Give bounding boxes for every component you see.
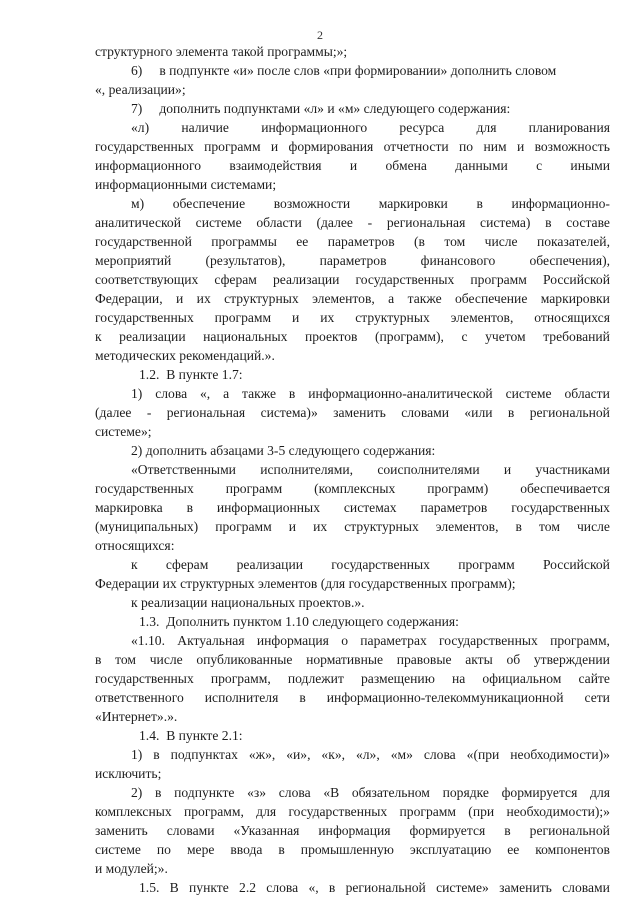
word: и	[503, 462, 512, 477]
word: требований	[543, 329, 610, 344]
word: нормативные	[306, 652, 384, 667]
word: и	[516, 139, 525, 154]
word: числе	[484, 234, 518, 249]
word: словами	[401, 405, 449, 420]
word: слова	[266, 880, 299, 895]
word: эксплуатацию	[409, 842, 492, 857]
word: слова	[423, 747, 456, 762]
word: взаимодействия	[229, 158, 322, 173]
word: (при	[468, 804, 495, 819]
word: сети	[584, 690, 610, 705]
text-line	[95, 840, 610, 859]
text-line	[95, 251, 610, 270]
word: программ	[204, 139, 261, 154]
word: система)»	[260, 405, 318, 420]
word: на	[451, 671, 466, 686]
word: также	[407, 291, 442, 306]
word: программ,	[183, 804, 244, 819]
word: аналитической	[95, 215, 181, 230]
word: структурных	[344, 519, 419, 534]
word: региональная	[166, 405, 246, 420]
word: информационного	[261, 120, 368, 135]
text-line	[131, 118, 610, 137]
word: информационно-телекоммуникационной	[326, 690, 564, 705]
text-line	[131, 384, 610, 403]
word: сайте	[578, 671, 610, 686]
text-line	[95, 688, 610, 707]
word: соответствующих	[95, 272, 199, 287]
word: (в	[414, 234, 425, 249]
word: информация	[256, 633, 329, 648]
word: в	[153, 747, 160, 762]
word: слова	[155, 386, 188, 401]
word: В	[169, 880, 179, 895]
text-line: и модулей;».	[95, 861, 168, 876]
word: государственных	[288, 804, 388, 819]
word: программы	[211, 234, 277, 249]
word: в	[476, 196, 483, 211]
word: ответственного	[95, 690, 184, 705]
word: словами	[166, 823, 215, 838]
text-line	[95, 308, 610, 327]
word: в	[186, 500, 193, 515]
word: и	[288, 519, 297, 534]
word: в	[278, 842, 285, 857]
word: информационных	[216, 500, 320, 515]
word: региональной	[529, 405, 610, 420]
word: «м»	[390, 747, 413, 762]
word: в	[288, 386, 296, 401]
word: заменить	[499, 880, 552, 895]
word: ее	[507, 842, 520, 857]
word: сферам	[165, 557, 209, 572]
word: «,	[200, 386, 211, 401]
word: информационно-аналитической	[308, 386, 493, 401]
word: в	[328, 880, 336, 895]
text-line	[95, 517, 610, 536]
word: официальном	[482, 671, 562, 686]
word: и	[270, 139, 279, 154]
word: параметрах	[360, 633, 427, 648]
text-line: Федерации их структурных элементов (для государственных программ);	[95, 576, 516, 591]
word: «Указанная	[233, 823, 300, 838]
word: обмена	[385, 158, 427, 173]
word: об	[506, 652, 521, 667]
word: 2.2	[239, 880, 257, 895]
word: заменить	[95, 823, 148, 838]
text-line	[95, 137, 610, 156]
word: к	[131, 557, 138, 572]
word: реализации	[236, 557, 303, 572]
word: Российской	[543, 272, 610, 287]
word: 1)	[131, 747, 143, 762]
word: «1.10.	[131, 633, 165, 648]
word: «ж»,	[248, 747, 276, 762]
word: государственных	[95, 481, 194, 496]
word: «з»	[247, 785, 267, 800]
word: системе	[505, 386, 552, 401]
word: -	[146, 405, 152, 420]
word: том	[539, 519, 560, 534]
word: наличие	[181, 120, 229, 135]
word: в	[504, 823, 511, 838]
word: обеспечивается	[520, 481, 610, 496]
word: программ	[399, 804, 456, 819]
word: реализации	[119, 329, 186, 344]
word: региональная	[386, 215, 466, 230]
word: программ,	[550, 633, 610, 648]
text-line	[131, 194, 610, 213]
word: системе	[195, 215, 242, 230]
word: «В	[323, 785, 340, 800]
word: порядке	[442, 785, 489, 800]
word: элементов,	[450, 310, 514, 325]
word: (программ),	[375, 329, 444, 344]
word: региональной	[529, 823, 610, 838]
word: подлежит	[287, 671, 344, 686]
text-line	[131, 460, 610, 479]
word: обеспечение	[455, 291, 528, 306]
word: системе	[95, 842, 141, 857]
word: а	[223, 386, 230, 401]
word: правовые	[396, 652, 452, 667]
word: по	[459, 139, 474, 154]
text-line: 6) в подпункте «и» после слов «при формировании» дополнить словом	[131, 63, 557, 78]
word: системах	[343, 500, 397, 515]
word: области	[564, 386, 610, 401]
word: и	[176, 291, 184, 306]
text-line: системе»;	[95, 424, 152, 439]
text-line	[95, 802, 610, 821]
word: элементов,	[435, 519, 499, 534]
text-line	[95, 232, 610, 251]
word: программ	[215, 519, 272, 534]
word: в	[95, 652, 102, 667]
word: программ	[225, 481, 283, 496]
text-line	[95, 821, 610, 840]
text-line	[131, 783, 610, 802]
word: реализации	[273, 272, 340, 287]
text-line	[95, 669, 610, 688]
word: заменить	[333, 405, 386, 420]
word: относящихся	[534, 310, 610, 325]
word: в	[515, 519, 522, 534]
word: мероприятий	[95, 253, 172, 268]
word: утверждении	[533, 652, 610, 667]
word: отчетности	[383, 139, 449, 154]
text-line	[131, 555, 610, 574]
word: система)	[480, 215, 531, 230]
word: ее	[296, 234, 309, 249]
word: промышленную	[300, 842, 394, 857]
word: (комплексных	[314, 481, 396, 496]
word: формируется	[501, 785, 578, 800]
word: -	[367, 215, 373, 230]
word: (муниципальных)	[95, 519, 199, 534]
word: области	[256, 215, 302, 230]
word: программ	[470, 272, 527, 287]
text-line: исключить;	[95, 766, 162, 781]
text-line: 1.4. В пункте 2.1:	[139, 728, 243, 743]
word: о	[341, 633, 348, 648]
word: исполнителями,	[260, 462, 354, 477]
word: м)	[131, 196, 145, 211]
word: обеспечение	[172, 196, 246, 211]
word: программ	[214, 310, 272, 325]
text-line: относящихся:	[95, 538, 175, 553]
word: формируется	[409, 823, 486, 838]
word: опубликованные	[196, 652, 293, 667]
word: государственных	[95, 310, 194, 325]
word: их	[320, 310, 335, 325]
word: маркировка	[95, 500, 163, 515]
word: сферам	[214, 272, 257, 287]
text-line: структурного элемента такой программы;»;	[95, 44, 348, 59]
text-line: к реализации национальных проектов.».	[131, 595, 365, 610]
word: для	[256, 804, 277, 819]
word: информационно-	[511, 196, 610, 211]
word: данными	[455, 158, 508, 173]
word: параметров	[327, 234, 395, 249]
text-line	[95, 403, 610, 422]
text-line	[95, 289, 610, 308]
word: в	[299, 690, 306, 705]
word: пункте	[189, 880, 229, 895]
page-number: 2	[317, 28, 323, 42]
word: программ)	[427, 481, 489, 496]
text-line: методических рекомендаций.».	[95, 348, 275, 363]
text-line: информационными системами;	[95, 177, 277, 192]
text-line	[95, 327, 610, 346]
word: их	[196, 291, 211, 306]
word: числе	[576, 519, 610, 534]
word: государственных	[95, 139, 194, 154]
text-line: 2) дополнить абзацами 3-5 следующего содержания:	[131, 443, 436, 458]
word: том	[444, 234, 466, 249]
word: государственных	[331, 557, 430, 572]
word: их	[313, 519, 328, 534]
text-line: 7) дополнить подпунктами «л» и «м» следующего содержания:	[131, 101, 511, 116]
word: региональной	[345, 880, 426, 895]
word: «к»,	[321, 747, 346, 762]
word: информационного	[95, 158, 202, 173]
word: числе	[149, 652, 183, 667]
word: (далее	[95, 405, 132, 420]
word: 1.5.	[139, 880, 160, 895]
word: слова	[278, 785, 311, 800]
word: государственных	[439, 633, 538, 648]
word: проектов	[304, 329, 358, 344]
word: размещению	[361, 671, 435, 686]
word: ним	[483, 139, 507, 154]
word: составе	[566, 215, 610, 230]
word: соисполнителями	[377, 462, 480, 477]
word: Федерации,	[95, 291, 163, 306]
word: том	[115, 652, 137, 667]
word: параметров	[319, 253, 387, 268]
word: по	[156, 842, 171, 857]
word: к	[95, 329, 102, 344]
word: в	[155, 785, 162, 800]
word: «л»,	[355, 747, 380, 762]
word: акты	[465, 652, 493, 667]
word: и	[292, 310, 300, 325]
word: ввода	[230, 842, 263, 857]
text-line	[95, 156, 610, 175]
word: а	[388, 291, 395, 306]
word: государственной	[95, 234, 192, 249]
word: финансового	[420, 253, 496, 268]
word: формирования	[288, 139, 374, 154]
text-line	[95, 270, 610, 289]
word: планирования	[528, 120, 610, 135]
word: подпункте	[174, 785, 235, 800]
word: в	[507, 405, 515, 420]
word: комплексных	[95, 804, 172, 819]
word: структурных	[355, 310, 430, 325]
word: Российской	[542, 557, 610, 572]
text-line	[95, 498, 610, 517]
word: для	[590, 785, 610, 800]
word: показателей,	[536, 234, 610, 249]
word: государственных	[355, 272, 455, 287]
text-line: 1.3. Дополнить пунктом 1.10 следующего содержания:	[139, 614, 459, 629]
word: национальных	[203, 329, 288, 344]
word: в	[545, 215, 552, 230]
text-line	[95, 479, 610, 498]
text-line: «Интернет».».	[95, 709, 178, 724]
text-line	[95, 650, 610, 669]
text-line	[139, 878, 610, 897]
word: государственных	[95, 671, 194, 686]
word: параметров	[420, 500, 488, 515]
word: возможности	[273, 196, 351, 211]
word: обеспечения),	[529, 253, 610, 268]
word: 2)	[131, 785, 143, 800]
word: и	[349, 158, 358, 173]
word: элементов,	[312, 291, 375, 306]
word: «(при	[466, 747, 500, 762]
word: с	[536, 158, 543, 173]
word: маркировки	[378, 196, 448, 211]
word: обязательном	[351, 785, 430, 800]
text-line	[131, 631, 610, 650]
word: компонентов	[535, 842, 610, 857]
text-line	[95, 213, 610, 232]
word: для	[476, 120, 497, 135]
word: подпунктах	[170, 747, 238, 762]
word: словами	[562, 880, 610, 895]
word: структурных	[224, 291, 299, 306]
word: (далее	[316, 215, 353, 230]
word: необходимости);»	[506, 804, 610, 819]
word: системе»	[436, 880, 489, 895]
word: маркировки	[540, 291, 610, 306]
text-line: «, реализации»;	[95, 82, 186, 97]
word: иными	[570, 158, 610, 173]
word: исполнителя	[204, 690, 279, 705]
word: 1)	[131, 386, 143, 401]
word: Актуальная	[177, 633, 245, 648]
word: участниками	[535, 462, 610, 477]
word: информация	[318, 823, 391, 838]
word: мере	[186, 842, 215, 857]
word: учетом	[485, 329, 526, 344]
word: также	[242, 386, 277, 401]
text-line: 1.2. В пункте 1.7:	[139, 367, 243, 382]
word: «и»,	[286, 747, 311, 762]
word: «л)	[131, 120, 150, 135]
word: «или	[464, 405, 493, 420]
word: (результатов),	[205, 253, 286, 268]
word: программ	[458, 557, 515, 572]
word: необходимости)»	[510, 747, 610, 762]
word: ресурса	[399, 120, 445, 135]
word: государственных	[511, 500, 610, 515]
word: «Ответственными	[131, 462, 236, 477]
word: возможность	[534, 139, 610, 154]
word: программ,	[210, 671, 271, 686]
text-line	[131, 745, 610, 764]
word: с	[461, 329, 468, 344]
word: «,	[308, 880, 319, 895]
